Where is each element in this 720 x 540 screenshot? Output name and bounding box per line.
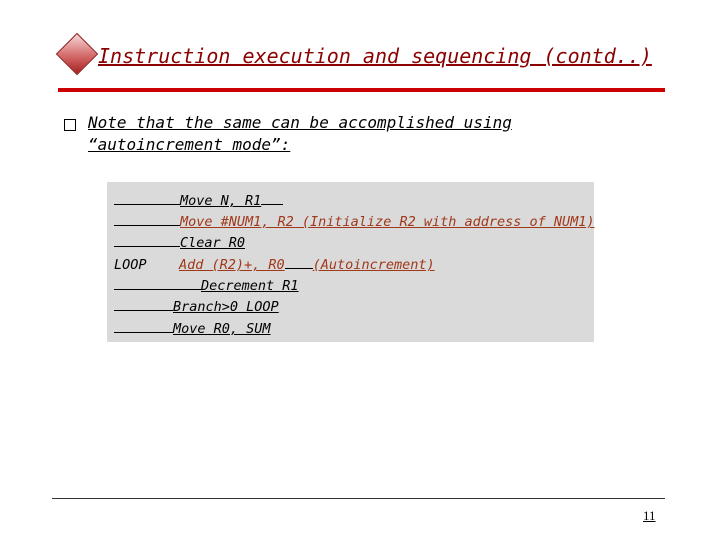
code-instruction: Move R0, SUM [173, 321, 271, 337]
code-line-2 [114, 210, 595, 231]
loop-label: LOOP [114, 257, 147, 273]
page-number: 11 [643, 508, 656, 523]
code-instruction: Move #NUM1, R2 (Initialize R2 with address of NUM1) [180, 214, 595, 230]
footer-divider [52, 498, 665, 499]
diamond-bullet-icon [56, 33, 98, 75]
code-line-6 [114, 295, 279, 316]
code-line-4 [114, 253, 435, 274]
slide-title: Instruction execution and sequencing (contd..) [98, 44, 652, 68]
code-line-5 [114, 274, 299, 295]
code-instruction: Decrement R1 [201, 278, 299, 294]
title-divider [58, 88, 665, 92]
code-instruction: Branch>0 LOOP [173, 299, 279, 315]
bullet-text: Note that the same can be accomplished using “autoincrement mode”: [88, 113, 512, 154]
code-instruction: Move N, R1 [180, 193, 262, 209]
code-instruction: Clear R0 [180, 235, 246, 251]
checkbox-bullet-icon [64, 119, 76, 131]
code-instruction: Add (R2)+, R0 [179, 257, 285, 273]
code-line-1 [114, 189, 283, 210]
code-line-7 [114, 317, 271, 338]
code-comment: (Autoincrement) [312, 257, 435, 273]
code-line-3 [114, 231, 245, 252]
